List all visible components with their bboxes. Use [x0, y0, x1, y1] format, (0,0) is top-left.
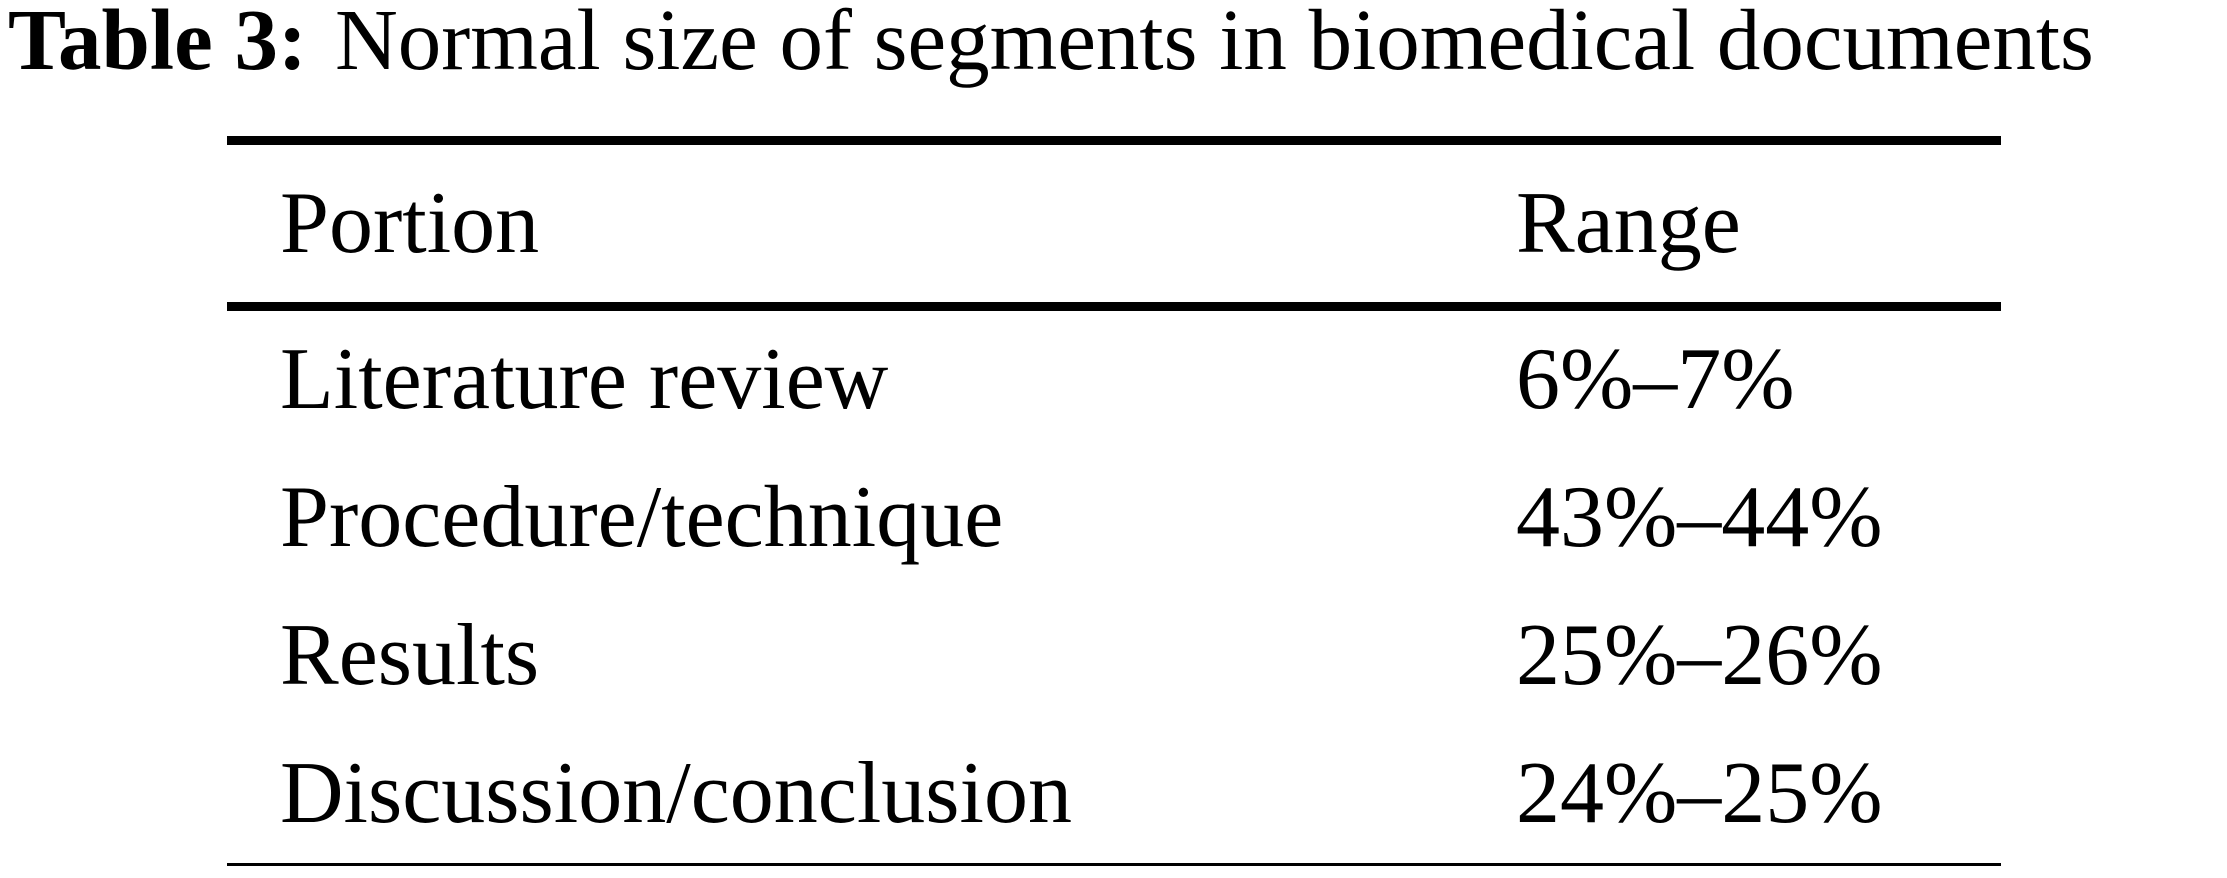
table-row	[227, 587, 2001, 725]
data-table	[227, 136, 2001, 866]
cell-range: 43%–44%	[1516, 469, 1883, 566]
cell-portion: Procedure/technique	[280, 469, 1004, 566]
table-bottom-rule	[227, 863, 2001, 866]
cell-range: 24%–25%	[1516, 745, 1883, 842]
table-caption	[8, 0, 2094, 90]
table-header-row	[227, 145, 2001, 302]
table-mid-rule	[227, 302, 2001, 311]
cell-portion: Discussion/conclusion	[280, 745, 1072, 842]
table-caption-text: Normal size of segments in biomedical documents	[334, 0, 2094, 88]
cell-portion: Results	[280, 607, 540, 704]
table-caption-label: Table 3:	[8, 0, 307, 88]
table-row	[227, 311, 2001, 449]
cell-range: 25%–26%	[1516, 607, 1883, 704]
table-row	[227, 449, 2001, 587]
column-header-portion: Portion	[280, 174, 540, 272]
cell-portion: Literature review	[280, 331, 889, 428]
column-header-range: Range	[1516, 174, 1741, 272]
table-row	[227, 725, 2001, 863]
cell-range: 6%–7%	[1516, 331, 1795, 428]
table-top-rule	[227, 136, 2001, 145]
